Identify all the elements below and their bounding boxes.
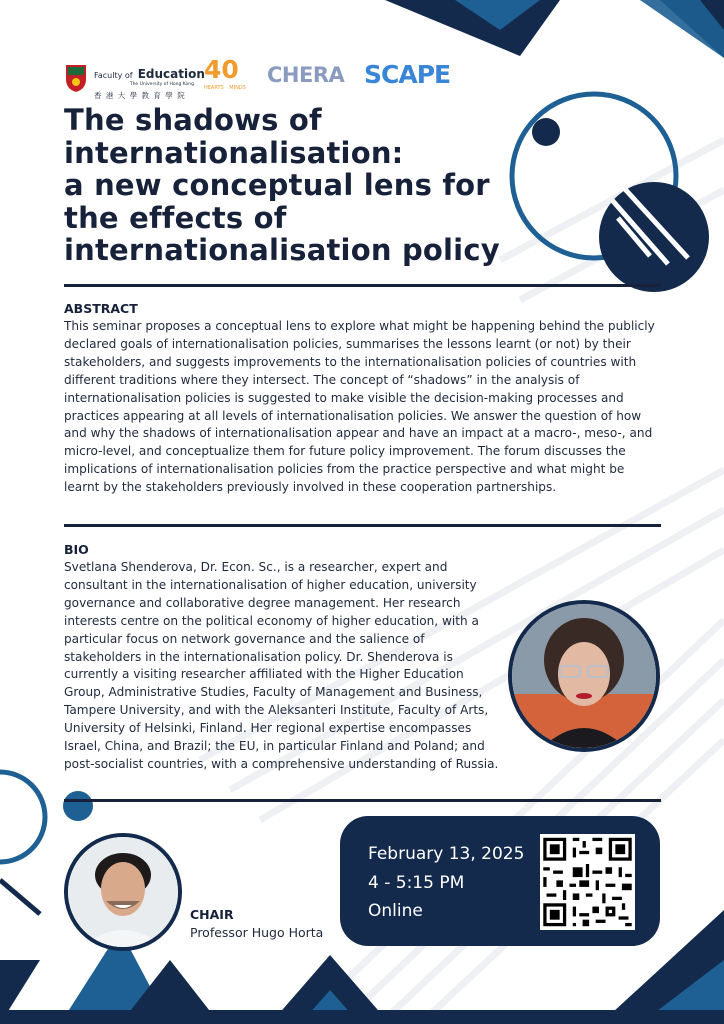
title-line: internationalisation:: [64, 135, 404, 170]
hku-crest-icon: [64, 63, 88, 93]
divider: [64, 524, 661, 527]
abstract-text: This seminar proposes a conceptual lens to explore what might be happening behind the publicly declared goals of internationalisation policies, summarises the lessons learnt (or not) by their stakeholders, and suggests improvements to the internationalisation policies of countries with different traditions where they intersect. The concept of “shadows” in the analysis of internationalisation policies is suggested to make visible the decision-making processes and practices appearing at all levels of internationalisation policies. We answer the question of how and why the shadows of internationalisation appear and have an impact at a macro-, meso-, and micro-level, and conceptualize them for future policy improvement. The forum discusses the implications of internationalisation policies from the practice perspective and what might be learnt by the stakeholders previously involved in these cooperation partnerships.: [64, 319, 655, 495]
speaker-photo: [508, 600, 660, 752]
scape-logo: SCAPE: [364, 60, 451, 89]
chera-logo: CHERA: [267, 63, 345, 87]
bio-heading: BIO: [64, 542, 89, 557]
page-title: [64, 104, 544, 267]
chair-label: CHAIR: [190, 907, 234, 922]
logo-bar: [64, 55, 451, 100]
faculty-chinese: 香 港 大 學 教 育 學 院: [94, 91, 186, 100]
title-line: The shadows of: [64, 103, 322, 137]
faculty-sub: The University of Hong Kong: [129, 82, 194, 87]
divider: [64, 799, 661, 802]
event-date: February 13, 2025: [368, 844, 525, 864]
forty-number: 40: [204, 55, 239, 84]
title-line: the effects of: [64, 200, 287, 235]
faculty-line1: Faculty of: [94, 71, 133, 80]
event-time: 4 - 5:15 PM: [368, 873, 465, 893]
title-line: internationalisation policy: [64, 233, 500, 267]
title-line: a new conceptual lens for: [64, 168, 490, 202]
forty-left: HEARTS: [204, 85, 224, 91]
forty-right: MINDS: [229, 85, 246, 91]
bio-text: Svetlana Shenderova, Dr. Econ. Sc., is a researcher, expert and consultant in the internationalisation of higher education, university governance and collaborative degree management. Her research interests centre on the political economy of higher education, with a particular focus on network governance and the salience of stakeholders in the internationalisation policy. Dr. Shenderova is currently a visiting researcher affiliated with the Higher Education Group, Administrative Studies, Faculty of Management and Business, Tampere University, and with the Aleksanteri Institute, Faculty of Arts, University of Helsinki, Finland. Her regional expertise encompasses Israel, China, and Brazil; the EU, in particular Finland and Poland; and post-socialist countries, with a comprehensive understanding of Russia.: [64, 560, 499, 771]
chair-name: Professor Hugo Horta: [190, 925, 324, 940]
qr-code[interactable]: [540, 834, 635, 930]
forty-logo: [204, 57, 256, 95]
abstract-heading: ABSTRACT: [64, 301, 138, 316]
faculty-line2: Education: [137, 67, 205, 81]
chair-photo: [64, 833, 182, 951]
divider: [64, 284, 661, 287]
event-mode: Online: [368, 901, 423, 921]
